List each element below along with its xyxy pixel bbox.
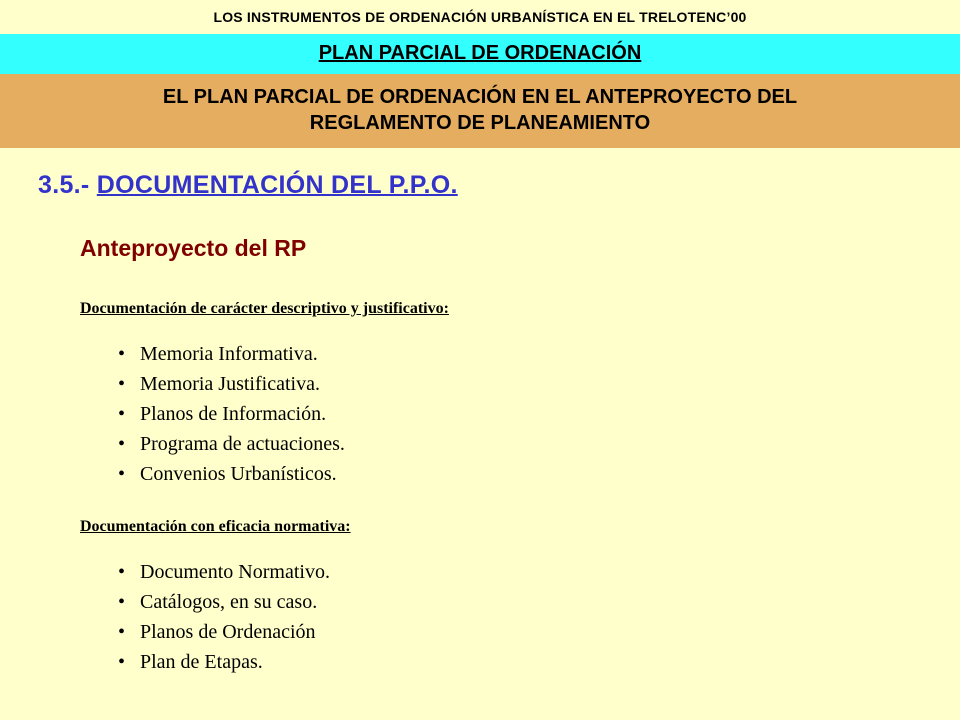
section-number: 3.5.- — [38, 171, 97, 199]
list-item — [118, 369, 345, 399]
plan-parcial-title: PLAN PARCIAL DE ORDENACIÓN — [318, 42, 642, 64]
list-item — [118, 399, 345, 429]
anteproyecto-title-line2: REGLAMENTO DE PLANEAMIENTO — [309, 112, 651, 134]
list-item-text: Plan de Etapas. — [140, 650, 263, 673]
list-item — [118, 339, 345, 369]
list-item-text: Memoria Informativa. — [140, 342, 318, 365]
presentation-title: LOS INSTRUMENTOS DE ORDENACIÓN URBANÍSTICA EN EL TRELOTENC’00 — [213, 9, 747, 25]
list-item-text: Planos de Información. — [140, 402, 327, 425]
bullet-icon: • — [118, 462, 126, 485]
bullet-icon: • — [118, 590, 126, 613]
list-item-text: Documento Normativo. — [140, 560, 330, 583]
bullet-icon: • — [118, 372, 126, 395]
list-item — [118, 459, 345, 489]
bullet-icon: • — [118, 432, 126, 455]
bullet-icon: • — [118, 560, 126, 583]
anteproyecto-subheading: Anteproyecto del RP — [80, 235, 307, 261]
plan-parcial-banner — [0, 34, 960, 74]
list-item-text: Memoria Justificativa. — [140, 372, 320, 395]
descriptive-docs-heading: Documentación de carácter descriptivo y justificativo: — [80, 300, 449, 317]
anteproyecto-title-line1: EL PLAN PARCIAL DE ORDENACIÓN EN EL ANTEPROYECTO DEL — [162, 86, 798, 108]
section-title: DOCUMENTACIÓN DEL P.P.O. — [96, 171, 458, 199]
list-item-text: Convenios Urbanísticos. — [140, 462, 337, 485]
list-item — [118, 557, 330, 587]
normative-docs-list — [118, 557, 330, 677]
list-item — [118, 617, 330, 647]
normative-docs-heading: Documentación con eficacia normativa: — [80, 518, 351, 535]
bullet-icon: • — [118, 620, 126, 643]
section-heading — [38, 171, 458, 200]
list-item-text: Programa de actuaciones. — [140, 432, 345, 455]
list-item — [118, 587, 330, 617]
list-item — [118, 429, 345, 459]
list-item-text: Catálogos, en su caso. — [140, 590, 318, 613]
list-item-text: Planos de Ordenación — [140, 620, 316, 643]
anteproyecto-banner — [0, 74, 960, 148]
bullet-icon: • — [118, 650, 126, 673]
bullet-icon: • — [118, 342, 126, 365]
list-item — [118, 647, 330, 677]
descriptive-docs-list — [118, 339, 345, 489]
bullet-icon: • — [118, 402, 126, 425]
